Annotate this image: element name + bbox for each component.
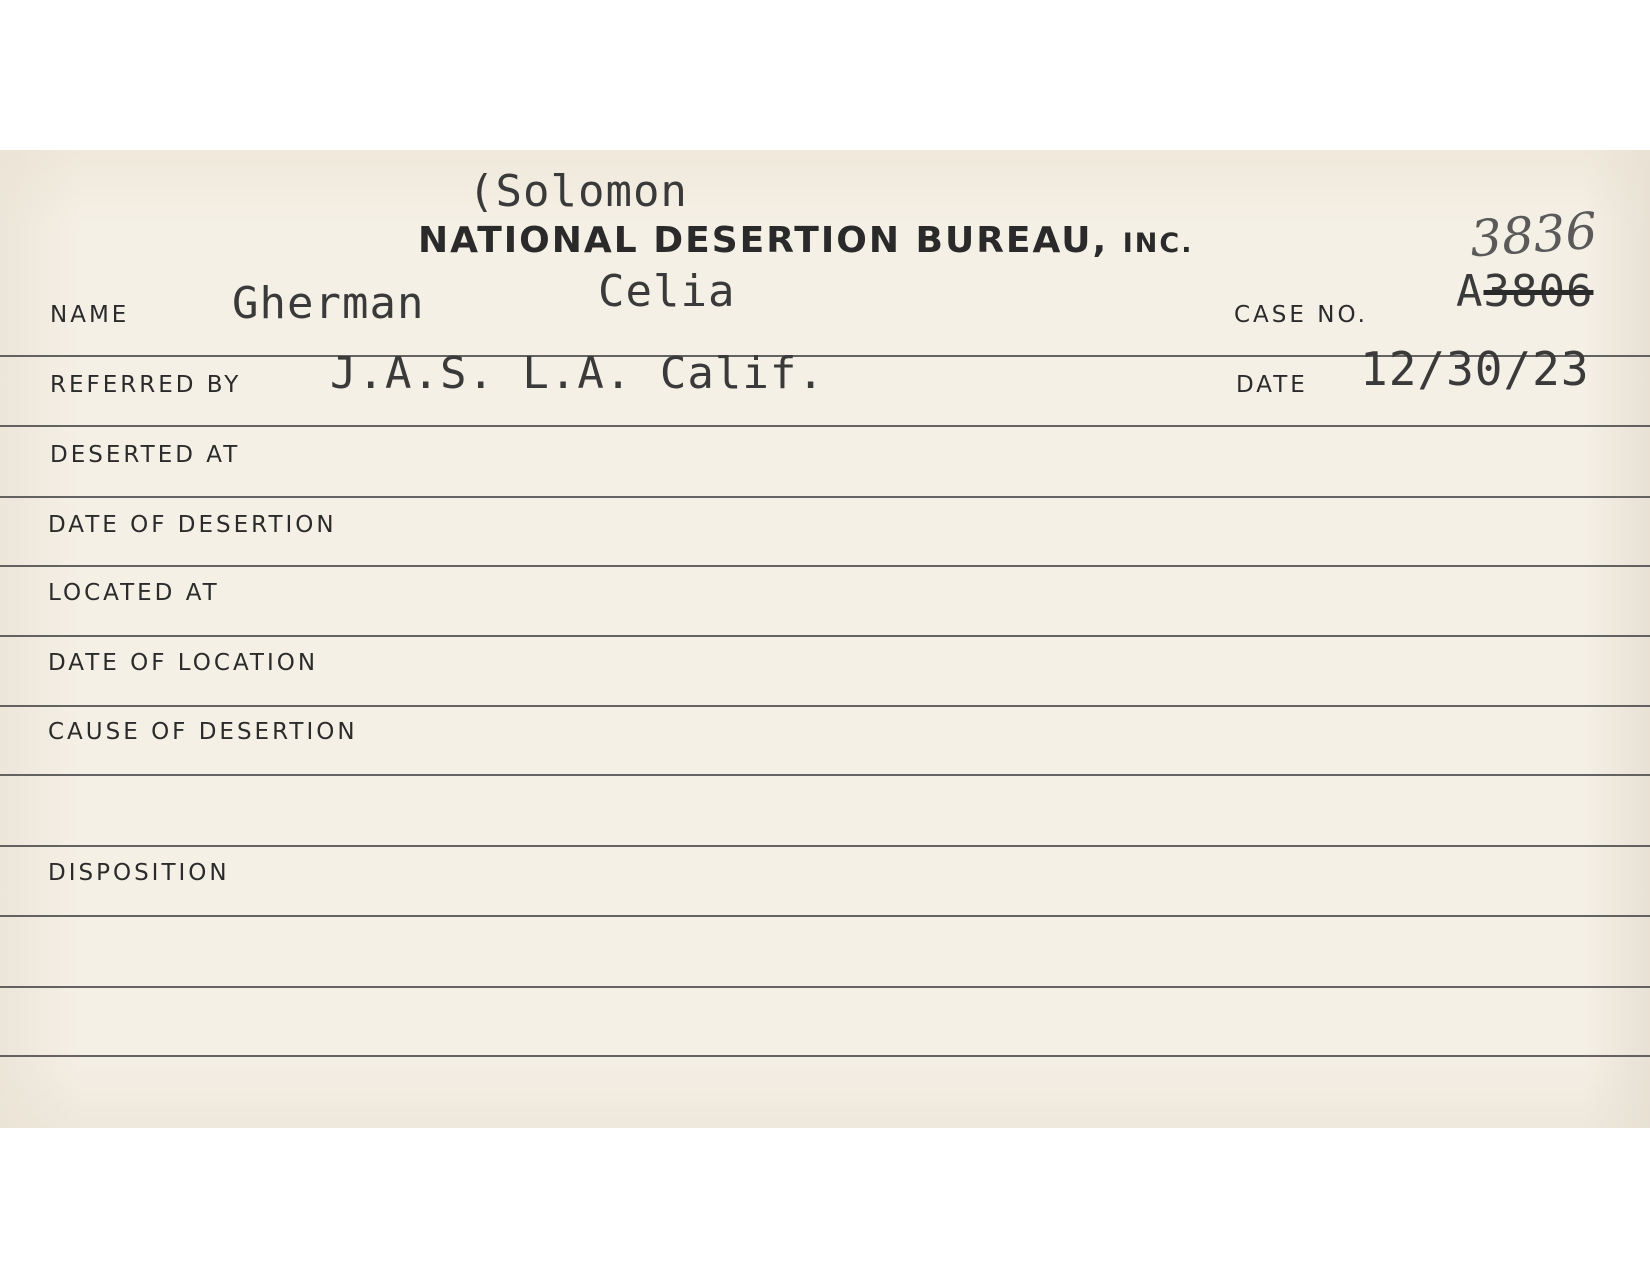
date-of-location-label: DATE OF LOCATION — [48, 650, 319, 676]
rule-blank-2 — [0, 986, 1650, 988]
located-at-label: LOCATED AT — [48, 580, 220, 606]
date-of-desertion-label: DATE OF DESERTION — [48, 512, 337, 538]
rule-located-at — [0, 635, 1650, 637]
rule-blank-3 — [0, 1055, 1650, 1057]
handwritten-case-number: 3836 — [1468, 201, 1600, 269]
case-no-struck: 3806 — [1483, 266, 1594, 317]
date-label: DATE — [1236, 372, 1308, 398]
case-no-label: CASE NO. — [1234, 302, 1368, 328]
cause-of-desertion-label: CAUSE OF DESERTION — [48, 719, 358, 745]
rule-disposition — [0, 915, 1650, 917]
rule-date-of-desertion — [0, 565, 1650, 567]
deserted-at-label: DESERTED AT — [50, 442, 241, 468]
typed-alias: (Solomon — [468, 166, 688, 217]
rule-date-of-location — [0, 705, 1650, 707]
rule-blank-1 — [0, 845, 1650, 847]
case-no-value — [1456, 266, 1593, 317]
date-value: 12/30/23 — [1360, 342, 1590, 396]
card-title — [418, 220, 1193, 261]
referred-by-label: REFERRED BY — [50, 372, 242, 398]
case-no-prefix: A — [1456, 266, 1484, 317]
disposition-label: DISPOSITION — [48, 860, 230, 886]
index-card — [0, 150, 1650, 1128]
rule-cause-of-desertion — [0, 774, 1650, 776]
name-value-surname: Gherman — [232, 278, 425, 329]
rule-referred-by — [0, 425, 1650, 427]
name-label: NAME — [50, 302, 130, 328]
card-title-main: NATIONAL DESERTION BUREAU, — [418, 220, 1109, 261]
rule-deserted-at — [0, 496, 1650, 498]
card-title-suffix: INC. — [1122, 228, 1194, 259]
name-value-given: Celia — [598, 266, 736, 317]
referred-by-value: J.A.S. L.A. Calif. — [330, 348, 825, 399]
